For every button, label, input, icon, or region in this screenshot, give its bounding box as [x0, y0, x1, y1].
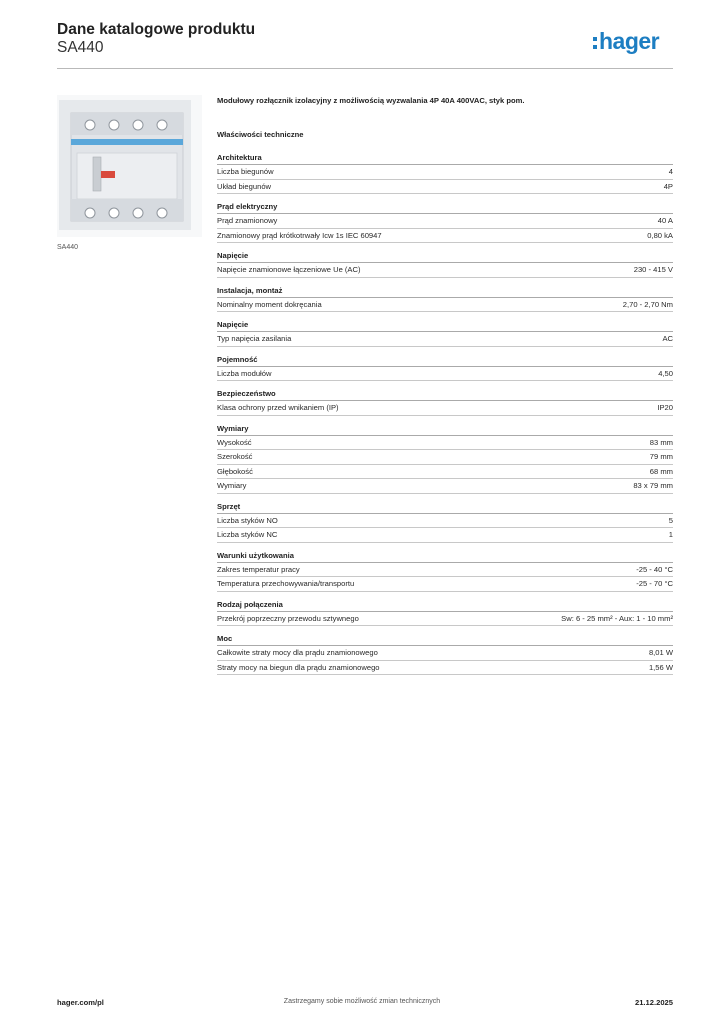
spec-label: Szerokość [217, 452, 253, 461]
spec-section [217, 388, 673, 416]
spec-section [217, 354, 673, 382]
spec-label: Znamionowy prąd krótkotrwały Icw 1s IEC 60947 [217, 230, 382, 240]
footer-date: 21.12.2025 [634, 998, 673, 1007]
section-title: Architektura [217, 152, 673, 165]
spec-value: 83 x 79 mm [633, 481, 673, 490]
spec-value: 8,01 W [648, 648, 673, 657]
spec-value: 4 [668, 167, 673, 176]
spec-label: Napięcie znamionowe łączeniowe Ue (AC) [217, 265, 361, 274]
section-title: Bezpieczeństwo [217, 388, 673, 401]
logo-colon-icon [593, 37, 597, 49]
spec-section [217, 201, 673, 243]
spec-row [217, 479, 673, 494]
spec-label: Temperatura przechowywania/transportu [217, 579, 355, 588]
product-description: Modułowy rozłącznik izolacyjny z możliwością wyzwalania 4P 40A 400VAC, styk pom. [217, 96, 525, 105]
spec-value: 79 mm [649, 452, 673, 461]
spec-label: Liczba styków NO [217, 515, 278, 525]
footer-website: hager.com/pl [57, 998, 104, 1007]
spec-label: Zakres temperatur pracy [217, 564, 300, 574]
spec-section [217, 599, 673, 627]
product-image [57, 95, 202, 237]
spec-value: 2,70 - 2,70 Nm [622, 299, 673, 309]
spec-section [217, 250, 673, 278]
spec-row [217, 180, 673, 195]
spec-label: Straty mocy na biegun dla prądu znamionowego [217, 662, 380, 672]
spec-row [217, 367, 673, 382]
spec-value: 68 mm [649, 466, 673, 476]
spec-row [217, 563, 673, 578]
spec-row [217, 612, 673, 627]
section-title: Napięcie [217, 319, 673, 332]
spec-label: Liczba modułów [217, 368, 272, 378]
spec-row [217, 401, 673, 416]
spec-value: 83 mm [649, 437, 673, 447]
spec-row [217, 165, 673, 180]
spec-label: Liczba biegunów [217, 167, 274, 176]
spec-value: 4,50 [658, 368, 673, 378]
spec-value: 40 A [657, 216, 673, 225]
spec-row [217, 332, 673, 347]
section-title: Prąd elektryczny [217, 201, 673, 214]
spec-row [217, 214, 673, 229]
spec-label: Typ napięcia zasilania [217, 334, 292, 343]
spec-label: Głębokość [217, 466, 253, 476]
spec-value: 230 - 415 V [633, 265, 673, 274]
spec-label: Nominalny moment dokręcania [217, 299, 322, 309]
spec-value: -25 - 70 °C [636, 579, 673, 588]
spec-row [217, 465, 673, 480]
spec-row [217, 577, 673, 592]
section-title: Pojemność [217, 354, 673, 367]
spec-value: 5 [668, 515, 673, 525]
spec-row [217, 646, 673, 661]
page-title: Dane katalogowe produktu [57, 21, 256, 38]
spec-section [217, 633, 673, 675]
spec-value: Sw: 6 - 25 mm² - Aux: 1 - 10 mm² [561, 613, 673, 623]
spec-value: 4P [663, 181, 673, 191]
spec-label: Przekrój poprzeczny przewodu sztywnego [217, 613, 359, 623]
section-title: Napięcie [217, 250, 673, 263]
spec-label: Liczba styków NC [217, 530, 278, 539]
spec-value: AC [662, 334, 673, 343]
section-title: Moc [217, 633, 673, 646]
spec-section [217, 550, 673, 592]
spec-label: Prąd znamionowy [217, 216, 278, 225]
spec-section [217, 423, 673, 494]
image-caption: SA440 [57, 244, 79, 251]
spec-label: Wysokość [217, 437, 252, 447]
spec-row [217, 298, 673, 313]
spec-sections [217, 152, 673, 675]
spec-value: -25 - 40 °C [636, 564, 673, 574]
spec-label: Układ biegunów [217, 181, 272, 191]
spec-label: Wymiary [217, 481, 247, 490]
section-title: Sprzęt [217, 501, 673, 514]
product-details [217, 96, 673, 682]
spec-row [217, 436, 673, 451]
technical-properties-heading: Właściwości techniczne [217, 130, 304, 139]
header-divider [57, 68, 673, 69]
spec-label: Klasa ochrony przed wnikaniem (IP) [217, 403, 339, 412]
spec-row [217, 661, 673, 676]
spec-row [217, 229, 673, 244]
spec-value: IP20 [657, 403, 673, 412]
spec-section [217, 501, 673, 543]
spec-section [217, 152, 673, 194]
spec-row [217, 528, 673, 543]
spec-section [217, 319, 673, 347]
section-title: Warunki użytkowania [217, 550, 673, 563]
section-title: Rodzaj połączenia [217, 599, 673, 612]
spec-label: Całkowite straty mocy dla prądu znamionowego [217, 648, 378, 657]
spec-row [217, 263, 673, 278]
hager-logo [593, 28, 659, 54]
footer-notice: Zastrzegamy sobie możliwość zmian technicznych [283, 998, 441, 1005]
section-title: Wymiary [217, 423, 673, 436]
section-title: Instalacja, montaż [217, 285, 673, 298]
spec-section [217, 285, 673, 313]
spec-value: 0,80 kA [647, 230, 673, 240]
spec-value: 1,56 W [648, 662, 673, 672]
spec-value: 1 [668, 530, 673, 539]
spec-row [217, 450, 673, 465]
spec-row [217, 514, 673, 529]
product-code: SA440 [57, 39, 104, 56]
logo-text: hager [599, 28, 660, 54]
